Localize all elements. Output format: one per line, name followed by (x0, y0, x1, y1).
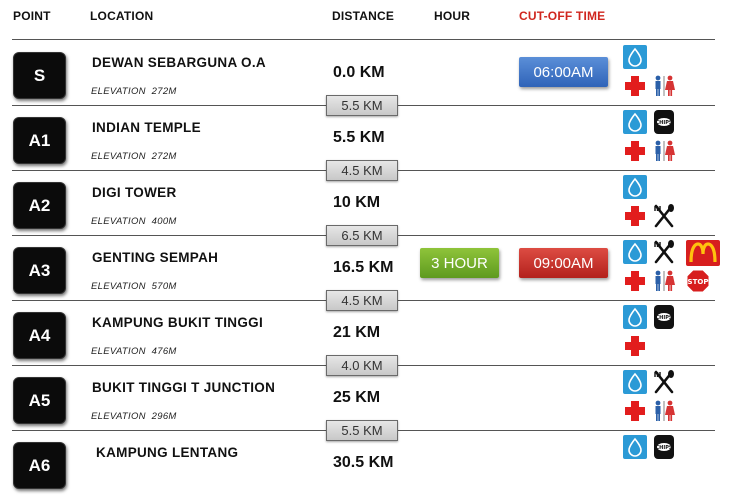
water-icon (623, 45, 647, 69)
segment-distance-label: 4.5 KM (326, 160, 398, 181)
food-icon (652, 204, 676, 228)
food-icon (652, 240, 676, 264)
first-aid-icon (623, 269, 647, 293)
location-name: DEWAN SEBARGUNA O.A (92, 55, 266, 70)
svg-text:CHIPS: CHIPS (655, 315, 673, 321)
segment-distance-label: 4.5 KM (326, 290, 398, 311)
checkpoint-row (0, 430, 737, 495)
cutoff-time-badge: 06:00AM (519, 57, 608, 87)
cutoff-time-badge: 09:00AM (519, 248, 608, 278)
point-badge: S (13, 52, 66, 99)
elevation-label: ELEVATION 272M (91, 86, 177, 97)
stop-icon (686, 269, 710, 293)
header-location: LOCATION (90, 9, 154, 23)
water-icon (623, 435, 647, 459)
segment-distance-label: 6.5 KM (326, 225, 398, 246)
location-name: KAMPUNG LENTANG (92, 445, 239, 460)
distance-value: 25 KM (333, 389, 381, 406)
segment-distance-label: 4.0 KM (326, 355, 398, 376)
toilet-icon (652, 269, 676, 293)
distance-value: 5.5 KM (333, 129, 385, 146)
segment-distance-label: 5.5 KM (326, 95, 398, 116)
water-icon (623, 240, 647, 264)
location-name: KAMPUNG BUKIT TINGGI (92, 315, 263, 330)
distance-value: 0.0 KM (333, 64, 385, 81)
chips-icon (652, 305, 676, 329)
mcdonalds-icon (686, 240, 720, 266)
chips-icon (652, 435, 676, 459)
svg-text:CHIPS: CHIPS (655, 445, 673, 451)
svg-text:STOP: STOP (687, 278, 709, 286)
location-name: BUKIT TINGGI T JUNCTION (92, 380, 276, 395)
first-aid-icon (623, 334, 647, 358)
header-point: POINT (13, 9, 51, 23)
toilet-icon (652, 74, 676, 98)
point-badge: A4 (13, 312, 66, 359)
header-cutoff: CUT-OFF TIME (519, 9, 606, 23)
point-badge: A2 (13, 182, 66, 229)
point-badge: A3 (13, 247, 66, 294)
toilet-icon (652, 399, 676, 423)
point-badge: A1 (13, 117, 66, 164)
first-aid-icon (623, 139, 647, 163)
first-aid-icon (623, 399, 647, 423)
header-hour: HOUR (434, 9, 471, 23)
chips-icon (652, 110, 676, 134)
first-aid-icon (623, 204, 647, 228)
location-name: DIGI TOWER (92, 185, 177, 200)
location-name: GENTING SEMPAH (92, 250, 219, 265)
point-badge: A5 (13, 377, 66, 424)
distance-value: 10 KM (333, 194, 381, 211)
water-icon (623, 175, 647, 199)
elevation-label: ELEVATION 272M (91, 151, 177, 162)
distance-value: 30.5 KM (333, 454, 394, 471)
first-aid-icon (623, 74, 647, 98)
location-name: INDIAN TEMPLE (92, 120, 201, 135)
segment-distance-label: 5.5 KM (326, 420, 398, 441)
elevation-label: ELEVATION 400M (91, 216, 177, 227)
elevation-label: ELEVATION 296M (91, 411, 177, 422)
point-badge: A6 (13, 442, 66, 489)
header-distance: DISTANCE (332, 9, 395, 23)
elevation-label: ELEVATION 570M (91, 281, 177, 292)
water-icon (623, 370, 647, 394)
toilet-icon (652, 139, 676, 163)
distance-value: 16.5 KM (333, 259, 394, 276)
hour-badge: 3 HOUR (420, 248, 499, 278)
svg-text:CHIPS: CHIPS (655, 120, 673, 126)
elevation-label: ELEVATION 476M (91, 346, 177, 357)
distance-value: 21 KM (333, 324, 381, 341)
water-icon (623, 305, 647, 329)
water-icon (623, 110, 647, 134)
food-icon (652, 370, 676, 394)
